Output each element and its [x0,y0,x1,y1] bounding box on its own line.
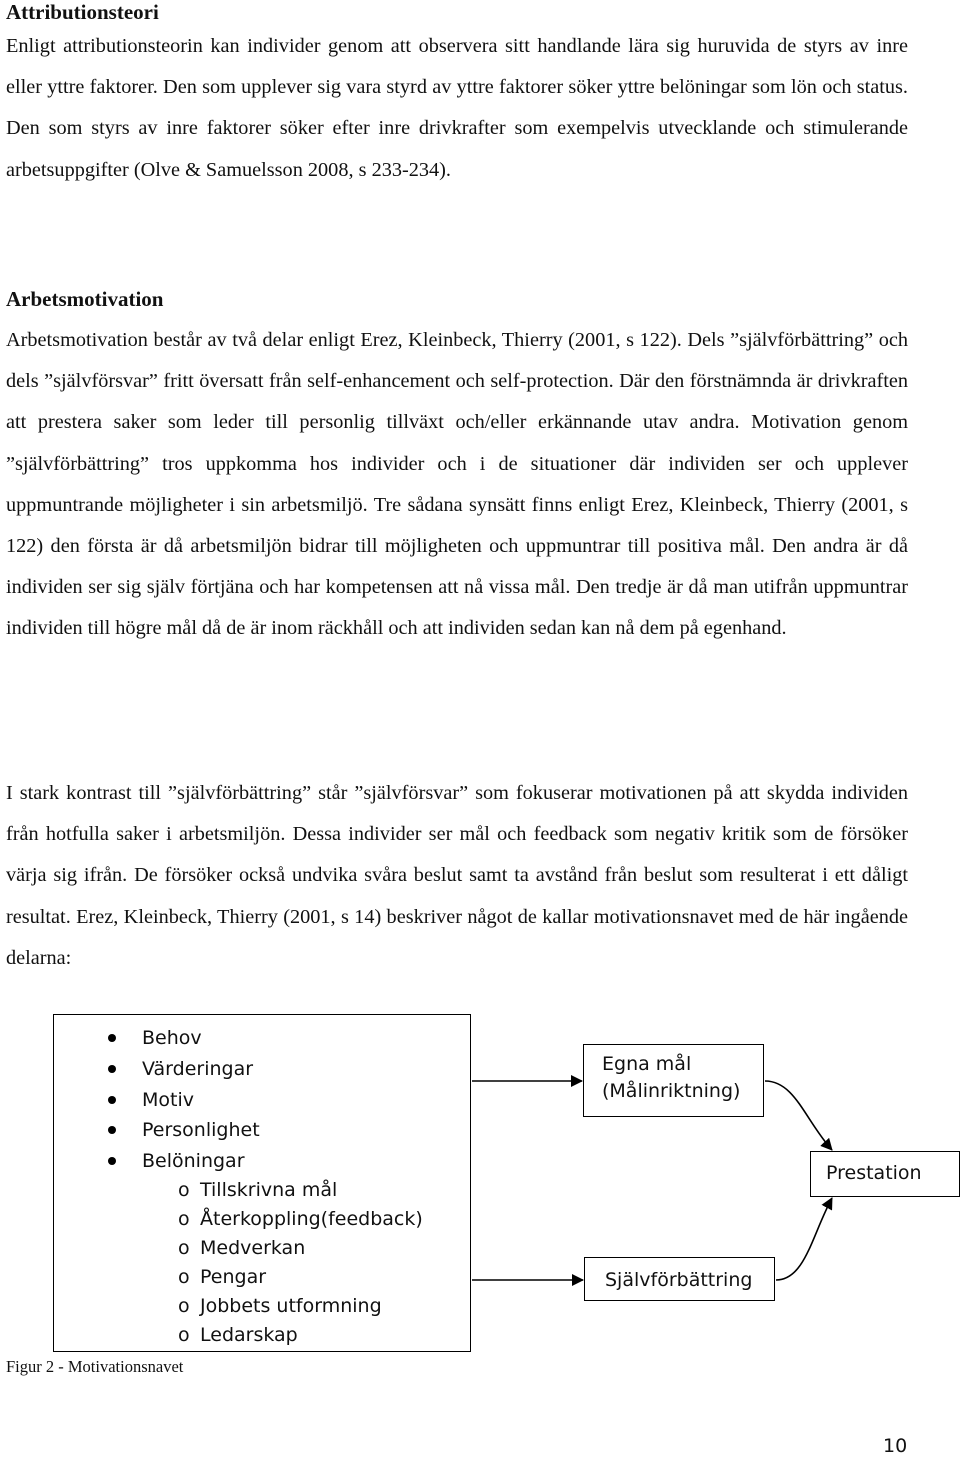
section-heading-work-motivation: Arbetsmotivation [6,287,164,311]
circle-marker-icon: o [178,1324,190,1346]
sub-item-label: Pengar [200,1266,267,1288]
sub-item-label: Medverkan [200,1237,306,1259]
paragraph-attribution: Enligt attributionsteorin kan individer genom att observera sitt handlande lära sig huruvida de styrs av inre eller yttre faktorer. Den som upplever sig vara styrd av yttre faktorer söker yttre belöningar som lön och status. Den som styrs av inre faktorer söker efter inre drivkrafter som exempelvis utvecklande och stimulerande arbetsuppgifter (Olve & Samuelsson 2008, s 233-234). [6,35,908,181]
sub-item-label: Jobbets utformning [200,1295,382,1317]
bullet-label: Personlighet [142,1119,260,1141]
arrow-self-to-performance-icon [776,1198,832,1280]
sub-item-label: Återkoppling(feedback) [200,1208,423,1230]
sub-item-label: Tillskrivna mål [200,1179,338,1201]
circle-marker-icon: o [178,1295,190,1317]
own-goals-box [583,1044,764,1117]
self-improvement-label: Självförbättring [605,1269,753,1291]
performance-box [810,1151,960,1197]
paragraph-work-motivation-1: Arbetsmotivation består av två delar enligt Erez, Kleinbeck, Thierry (2001, s 122). Dels ”självförbättring” och dels ”självförsvar” fritt översatt från self-enhancement och self-protection. Där den förstnämnda är drivkraften att prestera saker som leder till personlig tillväxt och/eller erkännande utav andra. Motivation genom ”självförbättring” tros uppkomma hos individer och i de situationer där individen ser och upplever uppmuntrande möjligheter i sin arbetsmiljö. Tre sådana synsätt finns enligt Erez, Kleinbeck, Thierry (2001, s 122) den första är då arbetsmiljön bidrar till möjligheten och uppmuntrar till positiva mål. Den andra är då individen ser sig själv förtjäna och har kompetensen att nå vissa mål. Den tredje är då man utifrån uppmuntrar individen till högre mål då de är inom räckhåll och att individen sedan kan nå dem på egenhand. [6,329,908,640]
arrow-goals-to-performance-icon [765,1081,832,1150]
circle-marker-icon: o [178,1208,190,1230]
bullet-label: Värderingar [142,1058,254,1080]
bullet-label: Motiv [142,1089,194,1111]
circle-marker-icon: o [178,1266,190,1288]
paragraph-work-motivation-2: I stark kontrast till ”självförbättring” står ”självförsvar” som fokuserar motivationen på att skydda individen från hotfulla saker i arbetsmiljön. Dessa individer ser mål och feedback som negativ kritik som de försöker värja sig ifrån. De försöker också undvika svåra beslut samt ta avstånd från beslut som resulterat i ett dåligt resultat. Erez, Kleinbeck, Thierry (2001, s 14) beskriver något de kallar motivationsnavet med de här ingående delarna: [6,782,908,969]
page-number: 10 [883,1435,908,1457]
circle-marker-icon: o [178,1237,190,1259]
section-heading-attribution: Attributionsteori [6,0,159,24]
bullet-label: Belöningar [142,1150,245,1172]
bullet-label: Behov [142,1027,202,1049]
goals-sublabel: (Målinriktning) [602,1080,741,1102]
performance-label: Prestation [826,1162,922,1184]
self-improvement-box [584,1257,775,1301]
sub-item-label: Ledarskap [200,1324,298,1346]
figure-caption: Figur 2 - Motivationsnavet [6,1357,184,1376]
goals-label: Egna mål [602,1053,692,1075]
circle-marker-icon: o [178,1179,190,1201]
